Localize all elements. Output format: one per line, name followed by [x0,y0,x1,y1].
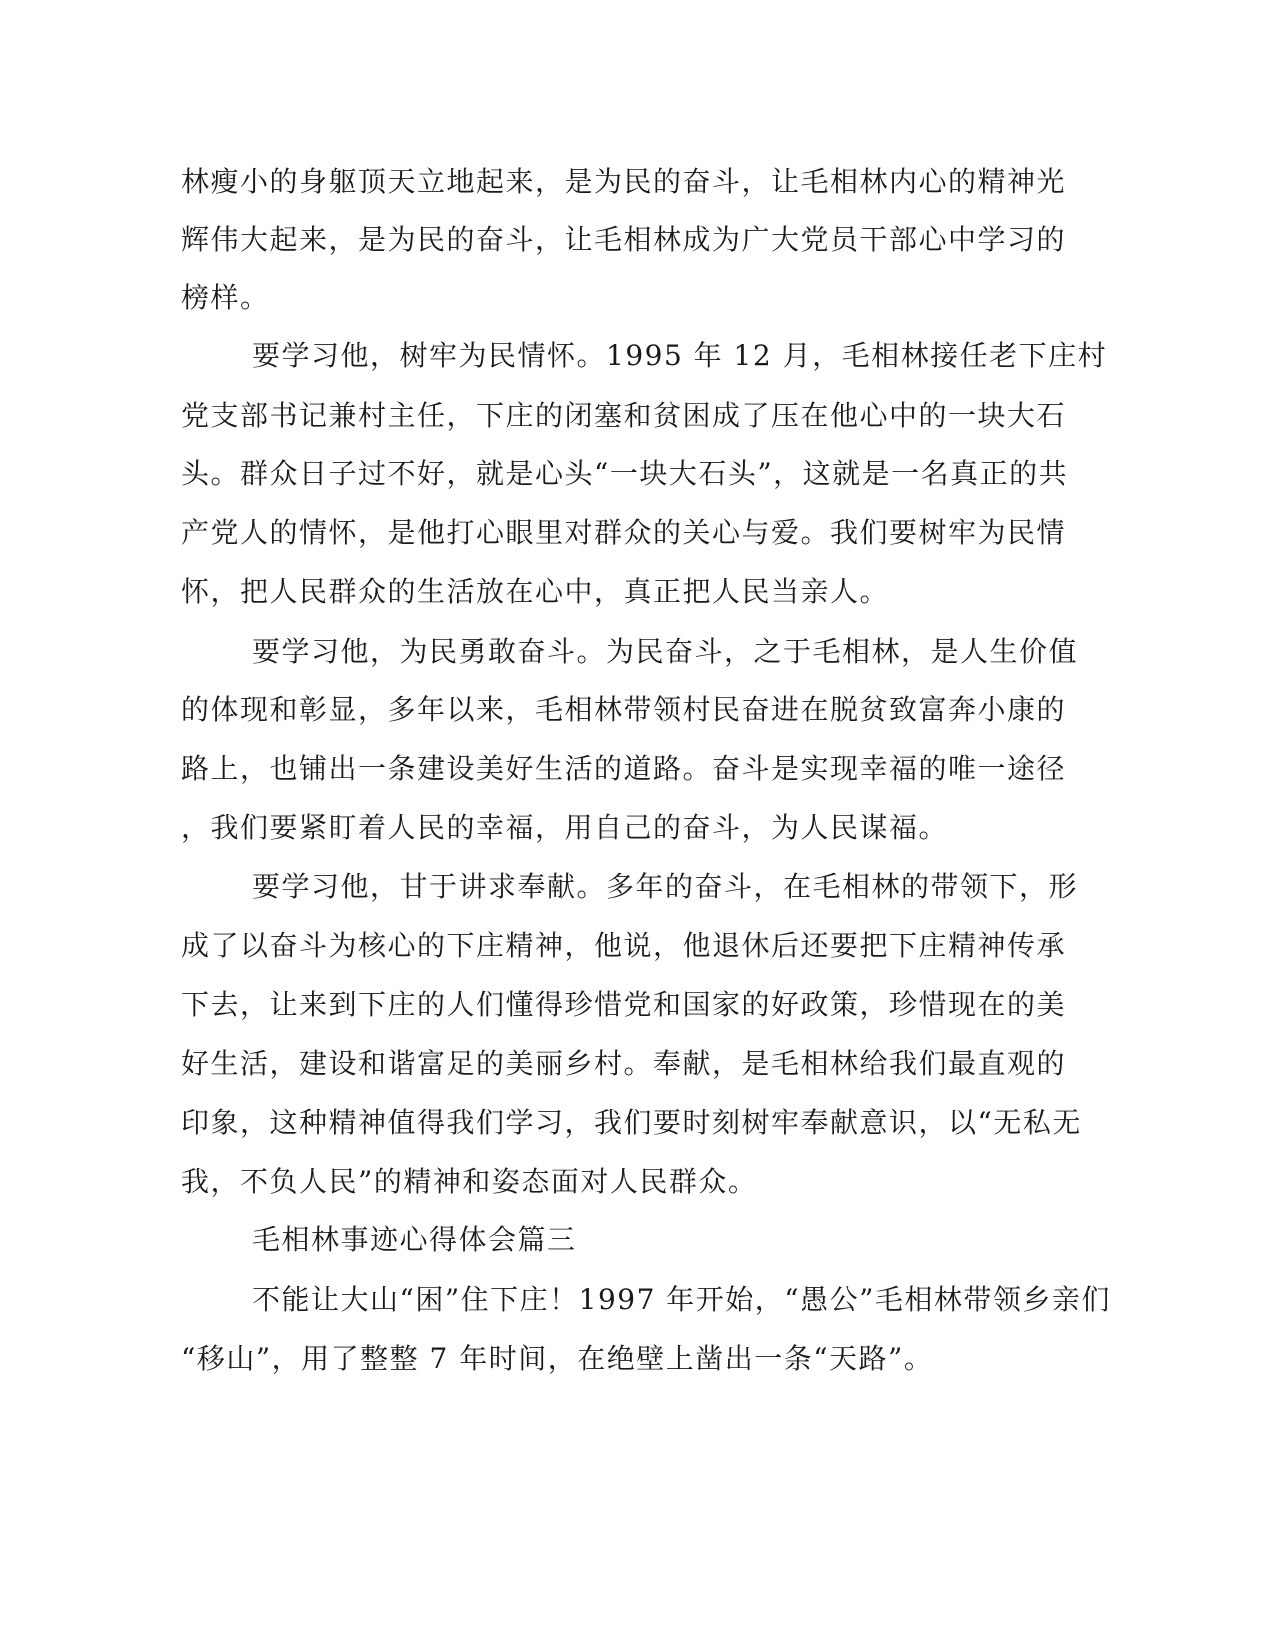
text-line: 印象，这种精神值得我们学习，我们要时刻树牢奉献意识，以“无私无 [181,1106,1082,1139]
text-line: 下去，让来到下庄的人们懂得珍惜党和国家的好政策，珍惜现在的美 [181,988,1067,1021]
text-line: 党支部书记兼村主任，下庄的闭塞和贫困成了压在他心中的一块大石 [181,399,1067,432]
text-line: 的体现和彰显，多年以来，毛相林带领村民奋进在脱贫致富奔小康的 [181,693,1067,726]
text-line: 成了以奋斗为核心的下庄精神，他说，他退休后还要把下庄精神传承 [181,929,1067,962]
text-line: ，我们要紧盯着人民的幸福，用自己的奋斗，为人民谋福。 [181,811,949,844]
text-line: 头。群众日子过不好，就是心头“一块大石头”，这就是一名真正的共 [181,457,1069,490]
text-line: 辉伟大起来，是为民的奋斗，让毛相林成为广大党员干部心中学习的 [181,223,1067,256]
text-line: 榜样。 [181,281,270,314]
paragraph-first-line: 要学习他，为民勇敢奋斗。为民奋斗，之于毛相林，是人生价值 [252,635,1079,668]
paragraph-first-line: 不能让大山“困”住下庄！1997 年开始，“愚公”毛相林带领乡亲们 [252,1283,1111,1316]
text-line: 产党人的情怀，是他打心眼里对群众的关心与爱。我们要树牢为民情 [181,516,1067,549]
section-heading: 毛相林事迹心得体会篇三 [252,1223,577,1256]
text-line: 林瘦小的身躯顶天立地起来，是为民的奋斗，让毛相林内心的精神光 [181,165,1067,198]
text-line: 我，不负人民”的精神和姿态面对人民群众。 [181,1165,758,1198]
paragraph-first-line: 要学习他，甘于讲求奉献。多年的奋斗，在毛相林的带领下，形 [252,870,1079,903]
text-line: 好生活，建设和谐富足的美丽乡村。奉献，是毛相林给我们最直观的 [181,1047,1067,1080]
text-line: “移山”，用了整整 7 年时间，在绝壁上凿出一条“天路”。 [181,1342,934,1375]
paragraph-first-line: 要学习他，树牢为民情怀。1995 年 12 月，毛相林接任老下庄村 [252,339,1108,372]
text-line: 路上，也铺出一条建设美好生活的道路。奋斗是实现幸福的唯一途径 [181,752,1067,785]
text-line: 怀，把人民群众的生活放在心中，真正把人民当亲人。 [181,575,890,608]
